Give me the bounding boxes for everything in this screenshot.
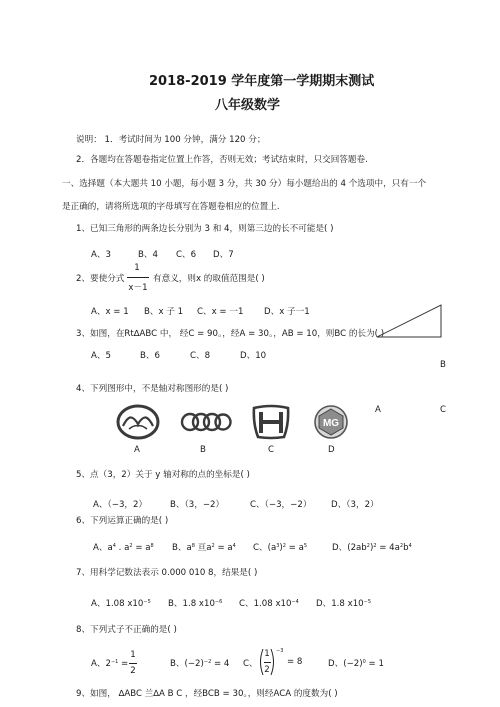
opt-d-base: D、(2ab: [332, 543, 367, 553]
question-8-option-c-label: C、: [243, 659, 258, 669]
question-7-option-d: [316, 597, 371, 609]
question-3-option-b: B、6: [140, 351, 160, 361]
question-8-stem: 8、下列式子不正确的是( ): [76, 625, 177, 635]
opt-d-exp4: 4: [408, 543, 412, 549]
figure-label-a: A: [375, 405, 381, 415]
q7-d-exponent: −5: [363, 599, 372, 605]
q8-c-exponent: [276, 648, 283, 658]
question-2-option-b: B、x 子 1: [144, 307, 184, 317]
question-4-option-c: C: [268, 445, 275, 455]
question-6-stem: 6、下列运算正确的是( ): [76, 516, 169, 526]
question-2-stem-post: 有意义，则x 的取值范围是( ): [153, 274, 265, 284]
opt-c-base: C、(a: [253, 543, 277, 553]
opt-d-tail: b: [403, 543, 409, 553]
opt-b-res: = a: [214, 543, 233, 553]
honda-logo-icon: [251, 404, 291, 440]
opt-c-mid: ): [279, 543, 283, 553]
question-1-option-c: C、6: [176, 250, 197, 260]
opt-b-mid: 亘a: [194, 543, 212, 553]
q8-c-denominator: 2: [264, 665, 270, 675]
q7-a-mantissa: A、1.08 x10: [91, 599, 144, 609]
question-1-option-b: B、4: [138, 250, 158, 260]
question-7-stem: 7、用科学记数法表示 0.000 010 8，结果是( ): [76, 568, 258, 578]
section-heading-line-2: 是正确的，请将所选项的字母填写在答题卷相应的位置上.: [62, 202, 280, 212]
opt-c-exp1: 3: [276, 543, 280, 549]
question-9-stem: 9、如图， ∆ABC 兰∆A B C ，经BCB = 30。，则经ACA 的度数为( ): [76, 689, 338, 699]
q7-b-mantissa: B、1.8 x10: [168, 599, 215, 609]
opt-a-mid: . a: [115, 543, 130, 553]
question-5-option-d: D、（3，2）: [331, 500, 379, 510]
q8-c-exp: −3: [276, 648, 284, 654]
question-6-option-b: [172, 541, 236, 553]
q8-a-denominator: 2: [130, 666, 136, 676]
question-5-stem: 5、点（3，2）关于 y 轴对称的点的坐标是( ): [76, 470, 250, 480]
q8-a-exp: −1: [110, 659, 119, 665]
audi-logo-icon: [180, 411, 232, 433]
opt-c-exp3: 5: [303, 543, 308, 549]
question-2-option-a: A、x = 1: [91, 307, 129, 317]
question-4-option-a: A: [134, 445, 140, 455]
question-2-fraction-denominator: x－1: [128, 283, 148, 293]
question-4-option-b: B: [200, 445, 206, 455]
opt-d-exp1: 2: [366, 543, 370, 549]
q8-b-exp: −2: [203, 659, 212, 665]
mazda-logo-icon: [116, 404, 160, 440]
question-5-option-a: A、（−3，2）: [93, 500, 148, 510]
question-3-option-d: D、10: [240, 351, 267, 361]
question-4-option-d: D: [328, 445, 335, 455]
opt-a-exp1: 4: [112, 543, 116, 549]
question-8-option-d: [328, 657, 384, 669]
question-7-option-c: [239, 597, 299, 609]
question-8-option-b: [170, 657, 229, 669]
question-7-option-a: [91, 597, 151, 609]
question-2-fraction-bar: [127, 277, 149, 278]
question-3-option-a: A、5: [91, 351, 111, 361]
q8-c-numerator: 1: [264, 649, 270, 659]
question-1-stem: 1、已知三角形的两条边长分别为 3 和 4，则第三边的长不可能是( ): [76, 224, 334, 234]
opt-d-res: = 4a: [376, 543, 400, 553]
opt-b-exp1: 8: [191, 543, 195, 549]
note-line-2: 2．各题均在答题卷指定位置上作答，否则无效；考试结束时，只交回答题卷.: [76, 155, 368, 165]
opt-b-base: B、a: [172, 543, 192, 553]
question-8-option-a: [91, 657, 128, 669]
q8-a-numerator: 1: [130, 650, 136, 660]
q7-b-exponent: −6: [214, 599, 223, 605]
opt-c-res: = a: [285, 543, 304, 553]
question-6-option-c: [253, 541, 307, 553]
question-2-stem-pre: 2、要使分式: [76, 274, 125, 284]
opt-a-exp3: 8: [150, 543, 154, 549]
mg-logo-icon: [313, 404, 349, 440]
q8-b-res: = 4: [211, 659, 230, 669]
figure-label-b: B: [440, 360, 446, 370]
question-6-option-a: [93, 541, 154, 553]
question-2-fraction-numerator: 1: [134, 263, 140, 273]
opt-b-exp2: 2: [211, 543, 215, 549]
opt-b-exp3: 4: [232, 543, 236, 549]
q8-a-fraction-bar: [129, 663, 137, 664]
opt-a-res: = a: [132, 543, 151, 553]
question-5-option-c: C、（−3，−2）: [250, 500, 312, 510]
opt-c-exp2: 2: [282, 543, 286, 549]
q7-c-exponent: −4: [291, 599, 299, 605]
figure-label-c: C: [440, 405, 447, 415]
q7-c-mantissa: C、1.08 x10: [239, 599, 292, 609]
q8-d-base: D、(−2): [328, 659, 363, 669]
q7-d-mantissa: D、1.8 x10: [316, 599, 364, 609]
opt-d-exp3: 2: [399, 543, 404, 549]
q8-c-result: = 8: [287, 657, 303, 667]
q7-a-exponent: −5: [143, 599, 151, 605]
page-subtitle: 八年级数学: [215, 98, 281, 113]
question-1-option-a: A、3: [91, 250, 111, 260]
question-1-option-d: D、7: [213, 250, 234, 260]
opt-a-exp2: 2: [129, 543, 133, 549]
question-3-option-c: C、8: [190, 351, 211, 361]
question-3-triangle-figure: [375, 303, 445, 339]
opt-d-mid: ): [369, 543, 374, 553]
question-4-stem: 4、下列图形中，不是轴对称图形的是( ): [76, 384, 229, 394]
opt-a-base: A、a: [93, 543, 113, 553]
question-6-option-d: [332, 541, 412, 553]
question-2-option-c: C、x = 一1: [197, 307, 244, 317]
question-2-option-d: D、x 子一1: [264, 307, 310, 317]
question-3-stem: 3、如图，在Rt∆ABC 中， 经C = 90。，经A = 30。，AB = 10，则BC 的长为( ): [76, 329, 385, 339]
section-heading-line-1: 一、选择题（本大题共 10 小题，每小题 3 分，共 30 分）每小题给出的 4 个选项中，只有一个: [62, 179, 427, 189]
q8-b-base: B、(−2): [170, 659, 204, 669]
svg-text:MG: MG: [322, 418, 340, 429]
page-title: 2018-2019 学年度第一学期期末测试: [149, 74, 375, 89]
q8-a-eq: =: [118, 659, 129, 669]
q8-a-base: A、2: [91, 659, 111, 669]
question-5-option-b: B、（3，−2）: [170, 500, 225, 510]
opt-d-exp2: 2: [373, 543, 377, 549]
note-line-1: 说明： 1．考试时间为 100 分钟，满分 120 分；: [76, 135, 266, 145]
question-7-option-b: [168, 597, 222, 609]
q8-d-res: = 1: [365, 659, 384, 669]
q8-d-exp: 0: [362, 659, 366, 665]
